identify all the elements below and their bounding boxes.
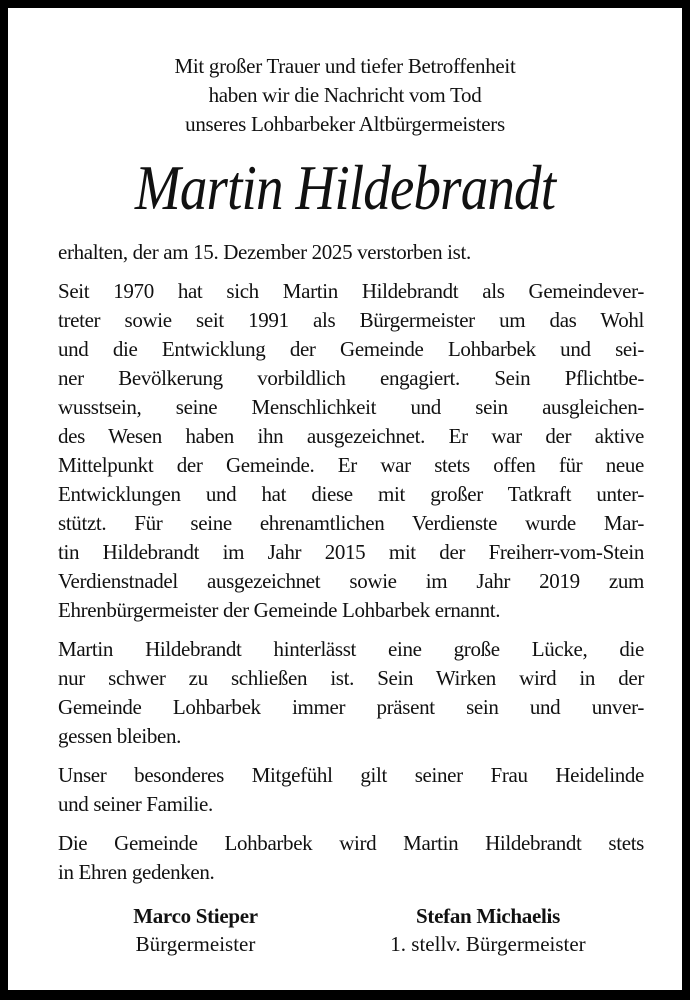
text-line: Gemeinde Lohbarbek immer präsent sein und unver-	[58, 695, 644, 719]
deceased-name: Martin Hildebrandt	[134, 152, 556, 223]
signatory-mayor	[108, 902, 283, 958]
paragraph	[58, 277, 644, 625]
intro-line: unseres Lohbarbeker Altbürgermeisters	[185, 112, 505, 136]
text-line: gessen bleiben.	[58, 724, 182, 748]
text-line: Entwicklungen und hat diese mit großer Tatkraft unter-	[58, 482, 644, 506]
paragraph	[58, 238, 644, 267]
paragraph	[58, 829, 644, 887]
obituary-notice	[8, 8, 682, 990]
text-line: treter sowie seit 1991 als Bürgermeister um das Wohl	[58, 308, 644, 332]
text-line: tin Hildebrandt im Jahr 2015 mit der Freiherr-vom-Stein	[58, 540, 644, 564]
text-line: und die Entwicklung der Gemeinde Lohbarbek und sei-	[58, 337, 644, 361]
text-line: Unser besonderes Mitgefühl gilt seiner Frau Heidelinde	[58, 763, 644, 787]
text-line: Die Gemeinde Lohbarbek wird Martin Hildebrandt stets	[58, 831, 644, 855]
text-line: Verdienstnadel ausgezeichnet sowie im Jahr 2019 zum	[58, 569, 644, 593]
text-line: Mittelpunkt der Gemeinde. Er war stets offen für neue	[58, 453, 644, 477]
intro-text	[8, 52, 682, 139]
text-line: Seit 1970 hat sich Martin Hildebrandt als Gemeindever-	[58, 279, 644, 303]
text-line: erhalten, der am 15. Dezember 2025 verstorben ist.	[58, 240, 471, 264]
text-line: und seiner Familie.	[58, 792, 213, 816]
signatory-name: Stefan Michaelis	[416, 904, 560, 928]
text-line: nur schwer zu schließen ist. Sein Wirken wird in der	[58, 666, 644, 690]
paragraph	[58, 761, 644, 819]
text-line: in Ehren gedenken.	[58, 860, 215, 884]
intro-line: Mit großer Trauer und tiefer Betroffenheit	[174, 54, 516, 78]
signatory-title: 1. stellv. Bürgermeister	[390, 932, 586, 956]
text-line: stützt. Für seine ehrenamtlichen Verdienste wurde Mar-	[58, 511, 644, 535]
text-line: Ehrenbürgermeister der Gemeinde Lohbarbek ernannt.	[58, 598, 501, 622]
text-line: des Wesen haben ihn ausgezeichnet. Er war der aktive	[58, 424, 644, 448]
signatory-title: Bürgermeister	[135, 932, 256, 956]
paragraph	[58, 635, 644, 751]
obituary-body	[58, 238, 644, 897]
intro-line: haben wir die Nachricht vom Tod	[208, 83, 482, 107]
text-line: Martin Hildebrandt hinterlässt eine große Lücke, die	[58, 637, 644, 661]
signatory-deputy-mayor	[363, 902, 613, 958]
text-line: ner Bevölkerung vorbildlich engagiert. Sein Pflichtbe-	[58, 366, 644, 390]
text-line: wusstsein, seine Menschlichkeit und sein ausgleichen-	[58, 395, 644, 419]
signatory-name: Marco Stieper	[133, 904, 258, 928]
